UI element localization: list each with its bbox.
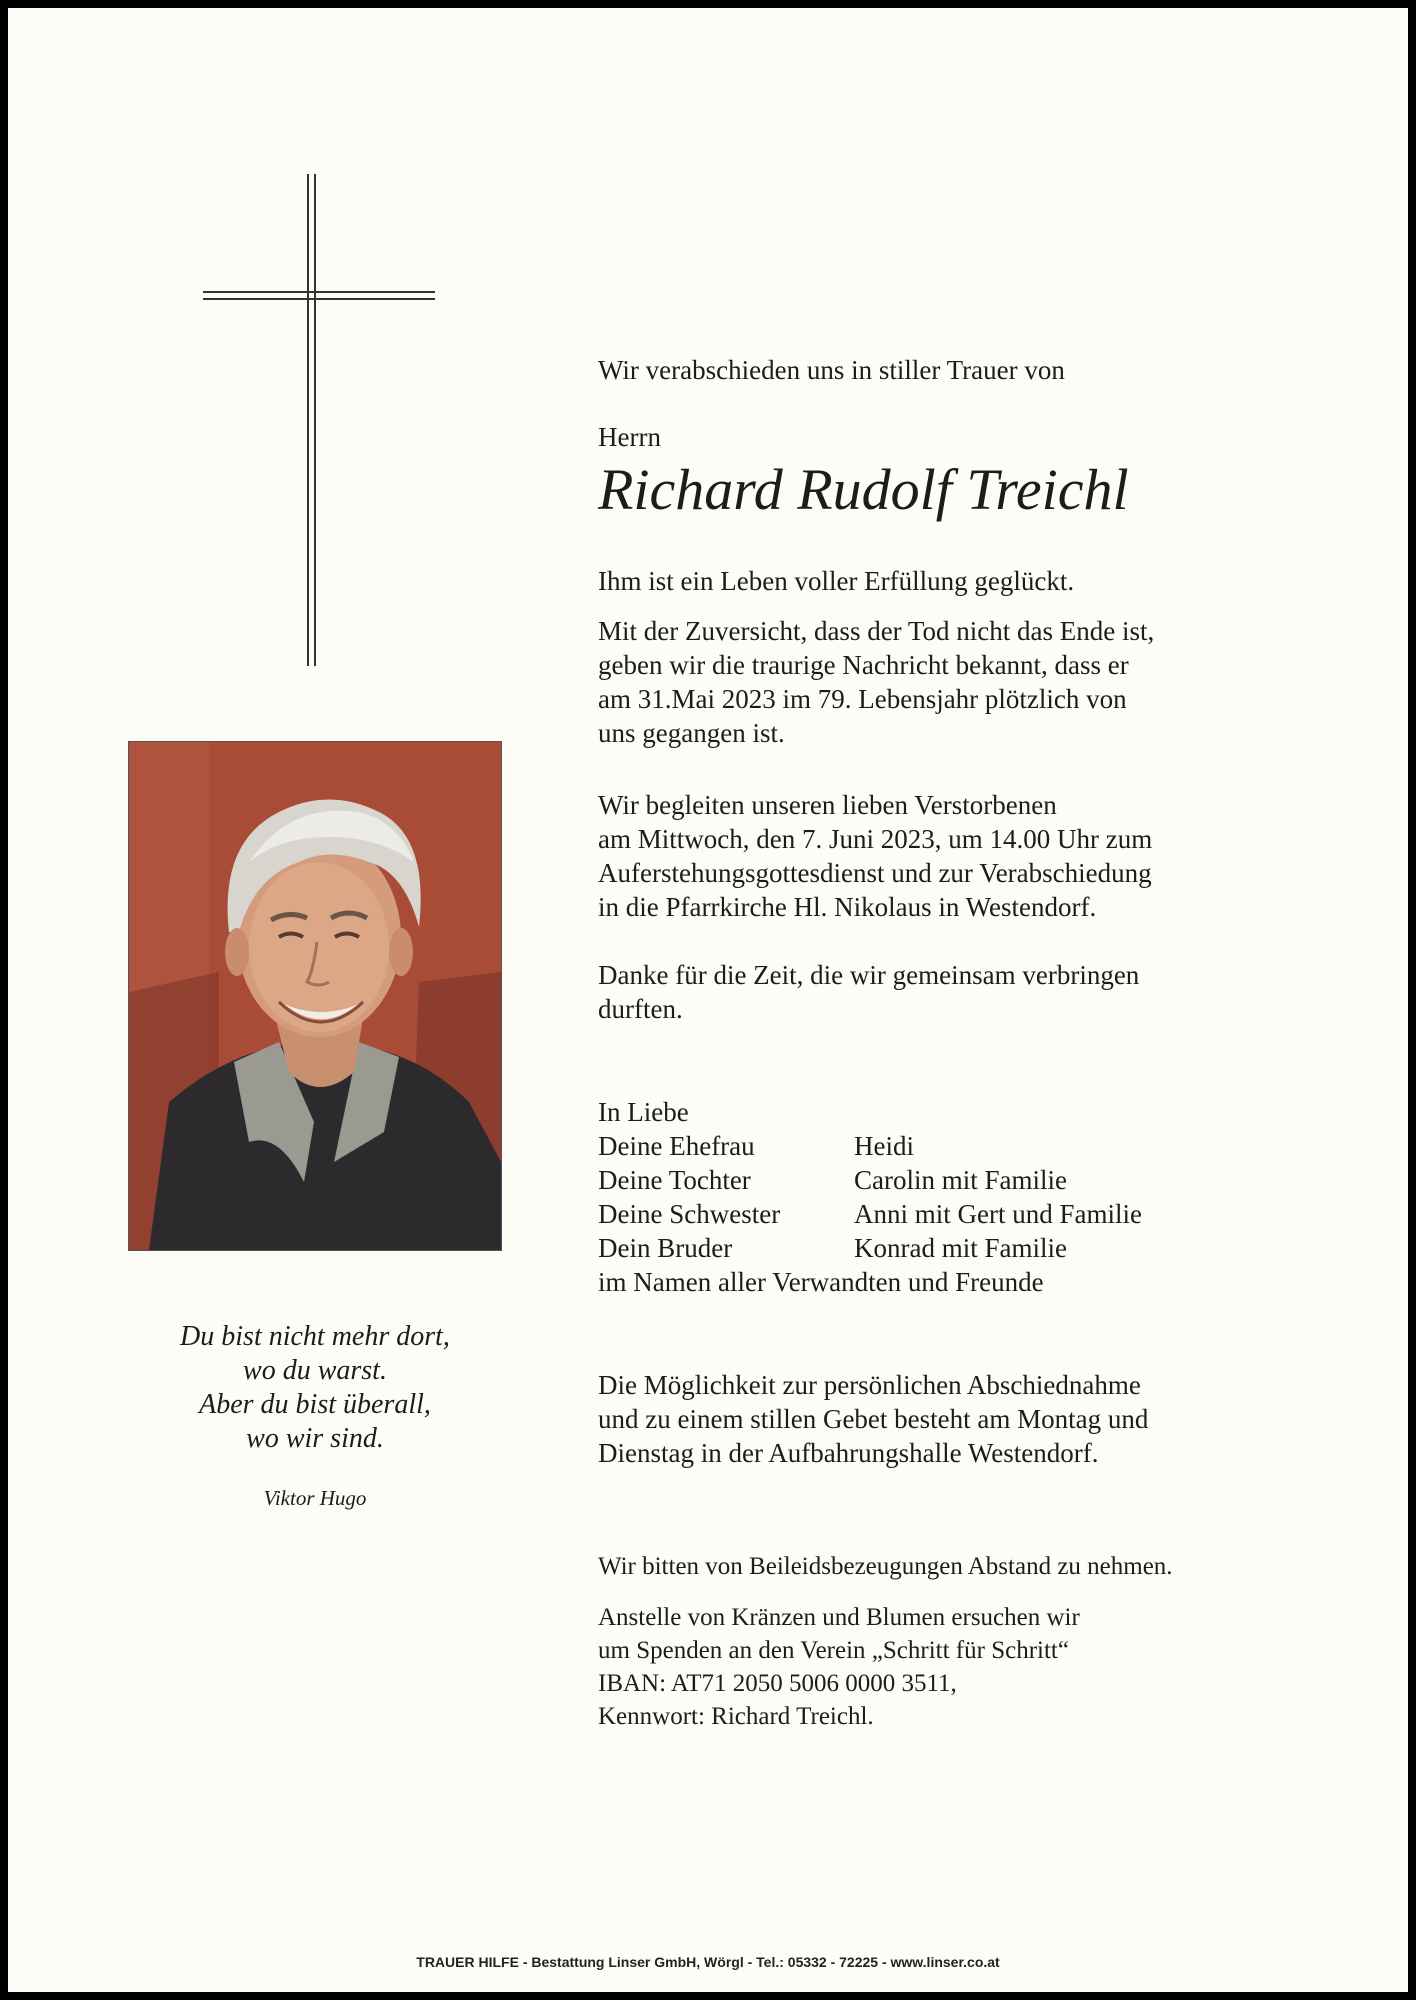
paragraph-farewell: [598, 1368, 1338, 1470]
text-line: durften.: [598, 994, 683, 1024]
text-line: Kennwort: Richard Treichl.: [598, 1703, 874, 1730]
mourner-row: [598, 1129, 1338, 1163]
mourner-relation: Deine Tochter: [598, 1165, 751, 1195]
text-line: in die Pfarrkirche Hl. Nikolaus in Westendorf.: [598, 892, 1097, 922]
text-line: uns gegangen ist.: [598, 718, 785, 748]
quote-line: wo wir sind.: [246, 1423, 384, 1454]
text-line: Danke für die Zeit, die wir gemeinsam verbringen: [598, 960, 1140, 990]
paragraph-fulfilment: Ihm ist ein Leben voller Erfüllung geglückt.: [598, 566, 1075, 596]
paragraph-service: [598, 788, 1338, 924]
text-line: am Mittwoch, den 7. Juni 2023, um 14.00 Uhr zum: [598, 824, 1153, 854]
mourners-list: [598, 1095, 1338, 1299]
mourner-names: Anni mit Gert und Familie: [854, 1199, 1142, 1229]
mourner-names: Carolin mit Familie: [854, 1165, 1067, 1195]
cross-icon: [203, 174, 443, 666]
mourner-relation: Deine Ehefrau: [598, 1131, 755, 1161]
paragraph-announcement: [598, 614, 1338, 750]
mourner-names: Konrad mit Familie: [854, 1233, 1067, 1263]
text-line: IBAN: AT71 2050 5006 0000 3511,: [598, 1670, 957, 1697]
text-line: Auferstehungsgottesdienst und zur Verabschiedung: [598, 858, 1152, 888]
paragraph-donations: [598, 1601, 1338, 1733]
mourner-names: Heidi: [854, 1131, 914, 1161]
mourner-relation: Dein Bruder: [598, 1233, 733, 1263]
text-line: Anstelle von Kränzen und Blumen ersuchen wir: [598, 1604, 1080, 1631]
text-line: und zu einem stillen Gebet besteht am Montag und: [598, 1404, 1149, 1434]
obituary-page: [8, 8, 1408, 1992]
portrait-photo: [128, 741, 502, 1251]
mourner-row: [598, 1197, 1338, 1231]
quote-line: Aber du bist überall,: [199, 1389, 431, 1420]
deceased-name: Richard Rudolf Treichl: [598, 457, 1129, 522]
quote-line: wo du warst.: [243, 1355, 387, 1386]
paragraph-condolences: Wir bitten von Beileidsbezeugungen Abstand zu nehmen.: [598, 1553, 1173, 1580]
text-line: geben wir die traurige Nachricht bekannt, dass er: [598, 650, 1129, 680]
text-line: Dienstag in der Aufbahrungshalle Westendorf.: [598, 1438, 1099, 1468]
footer-contact: TRAUER HILFE - Bestattung Linser GmbH, Wörgl - Tel.: 05332 - 72225 - www.linser.co.at: [416, 1954, 1000, 1970]
quote-line: Du bist nicht mehr dort,: [180, 1321, 450, 1352]
mourners-closing: im Namen aller Verwandten und Freunde: [598, 1267, 1044, 1297]
text-line: Mit der Zuversicht, dass der Tod nicht das Ende ist,: [598, 616, 1155, 646]
quote-author: Viktor Hugo: [263, 1486, 367, 1510]
paragraph-thanks: [598, 958, 1338, 1026]
mourners-heading: In Liebe: [598, 1097, 689, 1127]
text-line: um Spenden an den Verein „Schritt für Schritt“: [598, 1637, 1069, 1664]
mourner-relation: Deine Schwester: [598, 1199, 781, 1229]
mourner-row: [598, 1163, 1338, 1197]
memorial-quote: [128, 1320, 502, 1456]
text-line: am 31.Mai 2023 im 79. Lebensjahr plötzlich von: [598, 684, 1127, 714]
intro-text: Wir verabschieden uns in stiller Trauer von: [598, 355, 1065, 385]
text-line: Die Möglichkeit zur persönlichen Abschiednahme: [598, 1370, 1141, 1400]
text-line: Wir begleiten unseren lieben Verstorbenen: [598, 790, 1057, 820]
salutation: Herrn: [598, 422, 661, 452]
mourner-row: [598, 1231, 1338, 1265]
